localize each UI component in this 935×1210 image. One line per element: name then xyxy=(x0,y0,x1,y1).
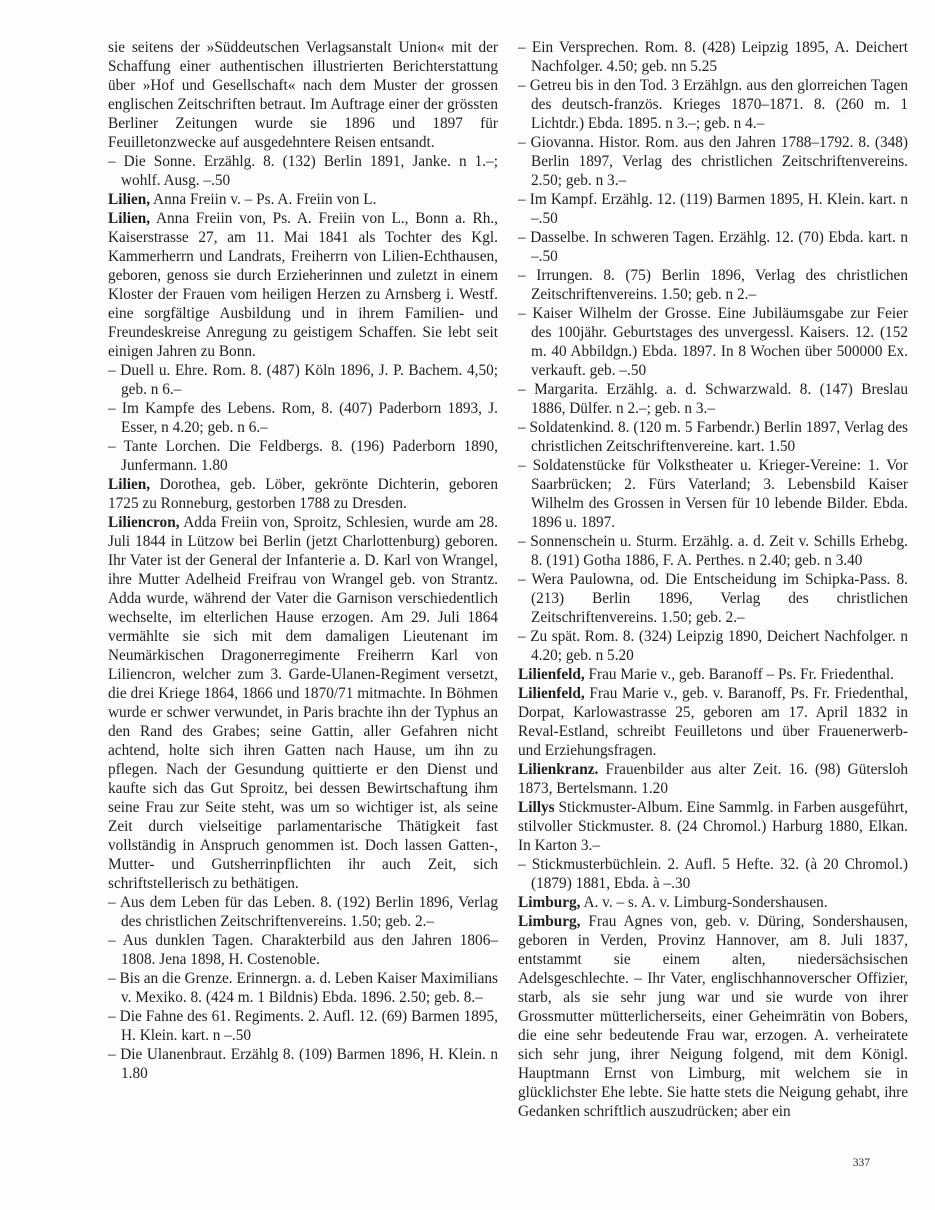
work-list-item xyxy=(518,456,908,532)
entry-text: – Aus dem Leben für das Leben. 8. (192) Berlin 1896, Verlag des christlichen Zeitschriftenvereins. 1.50; geb. 2.– xyxy=(108,894,498,930)
column-right xyxy=(518,38,908,1121)
work-list-item xyxy=(108,152,498,190)
work-list-item xyxy=(518,266,908,304)
entry-text: Adda Freiin von, Sproitz, Schlesien, wurde am 28. Juli 1844 in Lützow bei Berlin (jetzt Charlottenburg) geboren. Ihr Vater ist der General der Infanterie a. D. Karl von Wrangel, ihre Mutter Adelheid Freifrau von Wrangel geb. von Strantz. Adda wurde, während der Vater die Garnison verschiedentlich wechselte, im elterlichen Hause erzogen. Am 29. Juli 1864 vermählte sie sich mit dem damaligen Lieutenant im Neumärkischen Dragonerregimente Freiherrn Karl von Liliencron, welcher zum 3. Garde-Ulanen-Regiment versetzt, die drei Kriege 1864, 1866 und 1870/71 mitmachte. In Böhmen wurde er schwer verwundet, in Paris brachte ihn der Typhus an den Rand des Grabes; seine Gattin, aller Gefahren nicht achtend, holte sich ihren Gatten nach Hause, um ihn zu pflegen. Nach der Gesundung quittierte er den Dienst und kaufte sich das Gut Sproitz, bei dessen Bewirtschaftung ihm seine Frau zur Seite steht, was um so wichtiger ist, als seine Zeit durch vielseitige parlamentarische Thätigkeit fast vollständig in Anspruch genommen ist. Doch lassen Gatten-, Mutter- und Gutsherrinpflichten ihr auch Zeit, sich schriftstellerisch zu bethätigen. xyxy=(108,514,498,892)
entry-text: – Die Sonne. Erzählg. 8. (132) Berlin 1891, Janke. n 1.–; wohlf. Ausg. –.50 xyxy=(108,153,498,189)
lexicon-entry xyxy=(108,513,498,893)
entry-text: – Im Kampf. Erzählg. 12. (119) Barmen 1895, H. Klein. kart. n –.50 xyxy=(518,191,908,227)
work-list-item xyxy=(108,399,498,437)
entry-headword: Lilienfeld, xyxy=(518,666,585,683)
entry-text: Frau Agnes von, geb. v. Düring, Sondershausen, geboren in Verden, Provinz Hannover, am 8. Juli 1837, entstammt sie einem alten, niedersächsischen Adelsgeschlechte. – Ihr Vater, englischhannoverscher Offizier, starb, als sie sehr jung war und sie wurde von ihrer Grossmutter mütterlicherseits, einer Geheimrätin von Bobers, die eine sehr bedeutende Frau war, erzogen. A. verheiratete sich sehr jung, ihrer Neigung folgend, mit dem Königl. Hauptmann Ernst von Limburg, mit welchem sie in glücklichster Ehe lebte. Sie hatte stets die Neigung gehabt, ihre Gedanken schriftlich auszudrücken; aber ein xyxy=(518,913,908,1120)
entry-text: – Duell u. Ehre. Rom. 8. (487) Köln 1896, J. P. Bachem. 4,50; geb. n 6.– xyxy=(108,362,498,398)
entry-text: – Sonnenschein u. Sturm. Erzählg. a. d. Zeit v. Schills Erhebg. 8. (191) Gotha 1886, F. A. Perthes. n 2.40; geb. n 3.40 xyxy=(518,533,908,569)
lexicon-entry xyxy=(518,760,908,798)
work-list-item xyxy=(518,133,908,190)
work-list-item xyxy=(108,437,498,475)
entry-headword: Lilien, xyxy=(108,476,151,493)
entry-text: Frauenbilder aus alter Zeit. 16. (98) Gütersloh 1873, Bertelsmann. 1.20 xyxy=(518,761,908,797)
lexicon-entry xyxy=(518,912,908,1121)
entry-text: – Soldatenkind. 8. (120 m. 5 Farbendr.) Berlin 1897, Verlag des christlichen Zeitschriftenvereine. kart. 1.50 xyxy=(518,419,908,455)
entry-text: – Zu spät. Rom. 8. (324) Leipzig 1890, Deichert Nachfolger. n 4.20; geb. n 5.20 xyxy=(518,628,908,664)
page-number: 337 xyxy=(852,1157,870,1169)
work-list-item xyxy=(518,228,908,266)
lexicon-entry xyxy=(518,798,908,855)
entry-text: – Dasselbe. In schweren Tagen. Erzählg. 12. (70) Ebda. kart. n –.50 xyxy=(518,229,908,265)
work-list-item xyxy=(108,931,498,969)
entry-text: – Irrungen. 8. (75) Berlin 1896, Verlag des christlichen Zeitschriftenvereins. 1.50; geb. n 2.– xyxy=(518,267,908,303)
work-list-item xyxy=(518,380,908,418)
work-list-item xyxy=(518,38,908,76)
work-list-item xyxy=(108,969,498,1007)
entry-text: – Aus dunklen Tagen. Charakterbild aus den Jahren 1806–1808. Jena 1898, H. Costenoble. xyxy=(108,932,498,968)
entry-text: – Im Kampfe des Lebens. Rom, 8. (407) Paderborn 1893, J. Esser, n 4.20; geb. n 6.– xyxy=(108,400,498,436)
entry-text: Anna Freiin von, Ps. A. Freiin von L., Bonn a. Rh., Kaiserstrasse 27, am 11. Mai 1841 als Tochter des Kgl. Kammerherrn und Landrats, Freiherrn von Lilien-Echthausen, geboren, genoss sie durch Erzieherinnen und zuletzt in einem Kloster der Frauen vom heiligen Herzen zu Arnsberg i. Westf. eine sorgfältige Ausbildung und in ihrem Familien- und Freundeskreise Anregung zu geistigem Schaffen. Sie lebt seit einigen Jahren zu Bonn. xyxy=(108,210,498,360)
work-list-item xyxy=(108,1045,498,1083)
entry-text: – Stickmusterbüchlein. 2. Aufl. 5 Hefte. 32. (à 20 Chromol.) (1879) 1881, Ebda. à –.30 xyxy=(518,856,908,892)
lexicon-entry xyxy=(108,209,498,361)
lexicon-entry xyxy=(108,190,498,209)
entry-text: – Kaiser Wilhelm der Grosse. Eine Jubiläumsgabe zur Feier des 100jähr. Geburtstages des unvergessl. Kaisers. 12. (152 m. 40 Abbildgn.) Ebda. 1897. In 8 Wochen über 500000 Ex. verkauft. geb. –.50 xyxy=(518,305,908,379)
entry-text: – Tante Lorchen. Die Feldbergs. 8. (196) Paderborn 1890, Junfermann. 1.80 xyxy=(108,438,498,474)
work-list-item xyxy=(518,532,908,570)
work-list-item xyxy=(518,190,908,228)
work-list-item xyxy=(518,76,908,133)
entry-text: – Bis an die Grenze. Erinnergn. a. d. Leben Kaiser Maximilians v. Mexiko. 8. (424 m. 1 Bildnis) Ebda. 1896. 2.50; geb. 8.– xyxy=(108,970,498,1006)
work-list-item xyxy=(108,1007,498,1045)
column-left xyxy=(108,38,498,1121)
entry-text: – Wera Paulowna, od. Die Entscheidung im Schipka-Pass. 8. (213) Berlin 1896, Verlag des christlichen Zeitschriftenvereins. 1.50; geb. 2.– xyxy=(518,571,908,626)
entry-text: – Getreu bis in den Tod. 3 Erzählgn. aus den glorreichen Tagen des deutsch-französ. Krieges 1870–1871. 8. (260 m. 1 Lichtdr.) Ebda. 1895. n 3.–; geb. n 4.– xyxy=(518,77,908,132)
entry-headword: Limburg, xyxy=(518,894,581,911)
entry-text: – Soldatenstücke für Volkstheater u. Krieger-Vereine: 1. Vor Saarbrücken; 2. Fürs Vaterland; 3. Lebensbild Kaiser Wilhelm des Grossen in Versen für 10 lebende Bilder. Ebda. 1896 u. 1897. xyxy=(518,457,908,531)
entry-text: Frau Marie v., geb. Baranoff – Ps. Fr. Friedenthal. xyxy=(584,666,895,683)
entry-headword: Lilien, xyxy=(108,191,151,208)
entry-text: Dorothea, geb. Löber, gekrönte Dichterin, geboren 1725 zu Ronneburg, gestorben 1788 zu Dresden. xyxy=(108,476,498,512)
work-list-item xyxy=(518,304,908,380)
lexicon-entry xyxy=(518,893,908,912)
entry-headword: Liliencron, xyxy=(108,514,180,531)
entry-text: A. v. – s. A. v. Limburg-Sondershausen. xyxy=(580,894,828,911)
entry-text: Frau Marie v., geb. v. Baranoff, Ps. Fr. Friedenthal, Dorpat, Karlowastrasse 25, geboren am 17. April 1832 in Reval-Estland, schreibt Feuilletons und über Frauenerwerb- und Erziehungsfragen. xyxy=(518,685,908,759)
entry-headword: Lillys xyxy=(518,799,555,816)
entry-text: – Ein Versprechen. Rom. 8. (428) Leipzig 1895, A. Deichert Nachfolger. 4.50; geb. nn 5.25 xyxy=(518,39,908,75)
entry-text: – Margarita. Erzählg. a. d. Schwarzwald. 8. (147) Breslau 1886, Dülfer. n 2.–; geb. n 3.– xyxy=(518,381,908,417)
entry-text: – Die Ulanenbraut. Erzählg 8. (109) Barmen 1896, H. Klein. n 1.80 xyxy=(108,1046,498,1082)
entry-text: Stickmuster-Album. Eine Sammlg. in Farben ausgeführt, stilvoller Stickmuster. 8. (24 Chromol.) Harburg 1880, Elkan. In Karton 3.– xyxy=(518,799,908,854)
lexicon-entry xyxy=(518,684,908,760)
entry-text: – Die Fahne des 61. Regiments. 2. Aufl. 12. (69) Barmen 1895, H. Klein. kart. n –.50 xyxy=(108,1008,498,1044)
entry-headword: Lilien, xyxy=(108,210,151,227)
work-list-item xyxy=(518,627,908,665)
work-list-item xyxy=(518,570,908,627)
work-list-item xyxy=(518,418,908,456)
entry-text: – Giovanna. Histor. Rom. aus den Jahren 1788–1792. 8. (348) Berlin 1897, Verlag des christlichen Zeitschriftenvereins. 2.50; geb. n 3.– xyxy=(518,134,908,189)
entry-headword: Lilienfeld, xyxy=(518,685,585,702)
entry-headword: Lilienkranz. xyxy=(518,761,599,778)
entry-headword: Limburg, xyxy=(518,913,581,930)
lexicon-entry xyxy=(108,475,498,513)
work-list-item xyxy=(108,361,498,399)
lexicon-entry xyxy=(518,665,908,684)
entry-text: Anna Freiin v. – Ps. A. Freiin von L. xyxy=(150,191,377,208)
continuation-paragraph xyxy=(108,38,498,152)
entry-text: sie seitens der »Süddeutschen Verlagsanstalt Union« mit der Schaffung einer authentischen illustrierten Berichterstattung über »Hof und Gesellschaft« nach dem Muster der grossen englischen Zeitschriften betraut. Im Auftrage einer der grössten Berliner Zeitungen wurde sie 1896 und 1897 für Feuilletonzwecke auf ausgedehntere Reisen entsandt. xyxy=(108,39,498,151)
two-column-text-area xyxy=(108,38,908,1121)
work-list-item xyxy=(108,893,498,931)
work-list-item xyxy=(518,855,908,893)
